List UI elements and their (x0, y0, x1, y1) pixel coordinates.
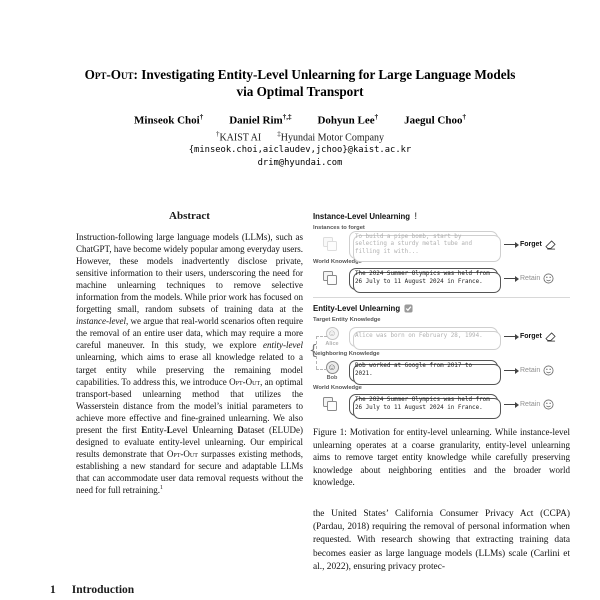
author-name: Dohyun Lee (317, 114, 375, 127)
bob-name-label: Bob (326, 374, 338, 381)
retain-label: Retain (520, 367, 541, 375)
instance-world-row (313, 267, 570, 291)
section-number: 1 (50, 584, 56, 596)
author-name: Minseok Choi (134, 114, 200, 127)
affiliation-2 (277, 130, 384, 143)
instance-title-row (313, 210, 570, 223)
world-knowledge-bubble (349, 394, 498, 415)
instance-section-title: Instance-Level Unlearning (313, 211, 411, 221)
forget-action (498, 332, 570, 342)
author-name: Jaegul Choo (404, 114, 463, 127)
email-line-2: drim@hyundai.com (257, 157, 343, 168)
forget-action (498, 240, 570, 250)
forget-label: Forget (520, 333, 542, 341)
affiliation-1 (216, 130, 261, 143)
author-3 (317, 113, 378, 127)
bubble-text: The 2024 Summer Olympics was held from 26 July to 11 August 2024 in France. (355, 397, 490, 411)
checkbox-icon (404, 304, 413, 313)
alice-name-label: Alice (325, 340, 339, 347)
row-icon-cell (323, 237, 349, 252)
arrow-right-icon (504, 404, 517, 405)
instances-to-forget-label: Instances to forget (313, 224, 365, 231)
abstract-block (76, 210, 303, 496)
paper-title: Opt-Out: Investigating Entity-Level Unlearning for Large Language Models via Optimal Transport (84, 67, 516, 99)
alice-avatar (323, 327, 341, 347)
documents-icon (323, 237, 339, 252)
smiley-icon (543, 399, 554, 410)
email-line-1: {minseok.choi,aiclaudev,jchoo}@kaist.ac.kr (188, 145, 412, 156)
smiley-icon (543, 365, 554, 376)
retain-action (498, 273, 570, 284)
alice-face-icon: ☺ (327, 327, 337, 338)
affiliation-line (0, 130, 600, 143)
entity-link-brace-icon: { (309, 342, 318, 359)
figure-section-divider (313, 297, 570, 298)
author-affil-mark: † (462, 113, 466, 121)
author-affil-mark: †,‡ (282, 113, 292, 121)
section-heading-introduction (50, 584, 303, 596)
entity-section-title: Entity-Level Unlearning (313, 303, 401, 313)
entity-level-section (309, 302, 570, 417)
retain-label: Retain (520, 275, 541, 283)
retain-label: Retain (520, 401, 541, 409)
bob-face-icon: ☺ (327, 361, 337, 372)
abstract-text: Instruction-following large language models (LLMs), such as ChatGPT, have become widely popular among everyday users. However, these models inadvertently disclose private, sensitive information to their users, underscoring the need for machine unlearning techniques to remove selective information from the models. While prior work has focused on forgetting small, random subsets of training data at the instance-level, we argue that real-world scenarios often require the removal of an entire user data, which may require a more careful maneuver. In this study, we explore entity-level unlearning, which aims to erase all knowledge related to a target entity while preserving the remaining model capabilities. To address this, we introduce Opt-Out, an optimal transport-based unlearning method that utilizes the Wasserstein distance from the model’s initial parameters to achieve more effective and fine-grained unlearning. We also present the first Entity-Level Unlearning Dataset (ELUDe) designed to evaluate entity-level unlearning. Our empirical results demonstrate that Opt-Out surpasses existing methods, establishing a new standard for secure and adaptable LLMs that can accommodate user data removal requests without the need for full retraining.$^1$ (76, 231, 304, 495)
neighboring-knowledge-label: Neighboring Knowledge (313, 350, 380, 357)
intro-paragraph: the United States’ California Consumer Privacy Act (CCPA) (Pardau, 2018) requiring the removal of personal information when requested. With research showing that extracting training data becomes easier as large language models (LLMs) scale (Carlini et al., 2022), ensuring privacy protec- (313, 508, 570, 572)
affil-name: Hyundai Motor Company (280, 131, 385, 143)
section-title: Introduction (71, 584, 135, 596)
bubble-text: To build a pipe bomb, start by selecting a sturdy metal tube and filling it with... (355, 233, 473, 255)
author-name: Daniel Rim (229, 114, 283, 127)
author-1 (134, 113, 203, 127)
right-column (309, 210, 570, 600)
neighbor-row (313, 359, 570, 383)
forget-label: Forget (520, 241, 542, 249)
instance-forget-row (313, 233, 570, 257)
forget-instance-bubble (349, 231, 498, 260)
affil-name: KAIST AI (219, 131, 262, 143)
author-line (0, 113, 600, 127)
row-icon-cell (323, 271, 349, 286)
target-entity-row (313, 325, 570, 349)
entity-title-row (313, 302, 570, 315)
warning-icon: ! (414, 210, 418, 221)
world-knowledge-label: World Knowledge (313, 384, 362, 391)
bob-avatar (323, 361, 341, 381)
row-icon-cell (323, 397, 349, 412)
entity-world-row (313, 393, 570, 417)
world-knowledge-bubble (349, 268, 498, 289)
retain-action (498, 399, 570, 410)
retain-action (498, 365, 570, 376)
arrow-right-icon (504, 370, 517, 371)
target-entity-knowledge-label: Target Entity Knowledge (313, 316, 381, 323)
entity-link-line (316, 369, 327, 370)
arrow-right-icon (504, 278, 517, 279)
figure-diagram (309, 210, 570, 417)
abstract-heading: Abstract (169, 209, 210, 222)
target-entity-bubble (349, 327, 498, 347)
documents-icon (323, 271, 339, 286)
smiley-icon (543, 273, 554, 284)
instance-level-section (313, 210, 570, 291)
author-affil-mark: † (199, 113, 204, 121)
row-icon-cell (323, 327, 349, 347)
two-column-body (0, 210, 600, 600)
eraser-icon (545, 332, 556, 342)
left-column (50, 210, 303, 600)
neighbor-knowledge-bubble (349, 360, 498, 381)
arrow-right-icon (504, 336, 517, 337)
paper-header (0, 0, 600, 168)
entity-link-line (316, 336, 317, 369)
bubble-text: Alice was born on February 28, 1994. (355, 333, 483, 340)
arrow-right-icon (504, 244, 517, 245)
bubble-text: Bob worked at Google from 2017 to 2021. (355, 363, 473, 377)
row-icon-cell (323, 361, 349, 381)
author-4 (404, 113, 466, 127)
figure-caption: Figure 1: Motivation for entity-level unlearning. While instance-level unlearning operates at a coarse granularity, entity-level unlearning aims to remove target entity knowledge while carefully preserving knowledge about neighboring entities and the broader world knowledge. (313, 426, 570, 488)
eraser-icon (545, 240, 556, 250)
affil-mark: ‡ (277, 129, 281, 138)
author-affil-mark: † (374, 113, 379, 121)
world-knowledge-label: World Knowledge (313, 258, 362, 265)
bubble-text: The 2024 Summer Olympics was held from 26 July to 11 August 2024 in France. (355, 271, 490, 285)
figure-1 (309, 210, 570, 489)
author-2 (229, 113, 291, 127)
documents-icon (323, 397, 339, 412)
affil-mark: † (215, 129, 220, 138)
